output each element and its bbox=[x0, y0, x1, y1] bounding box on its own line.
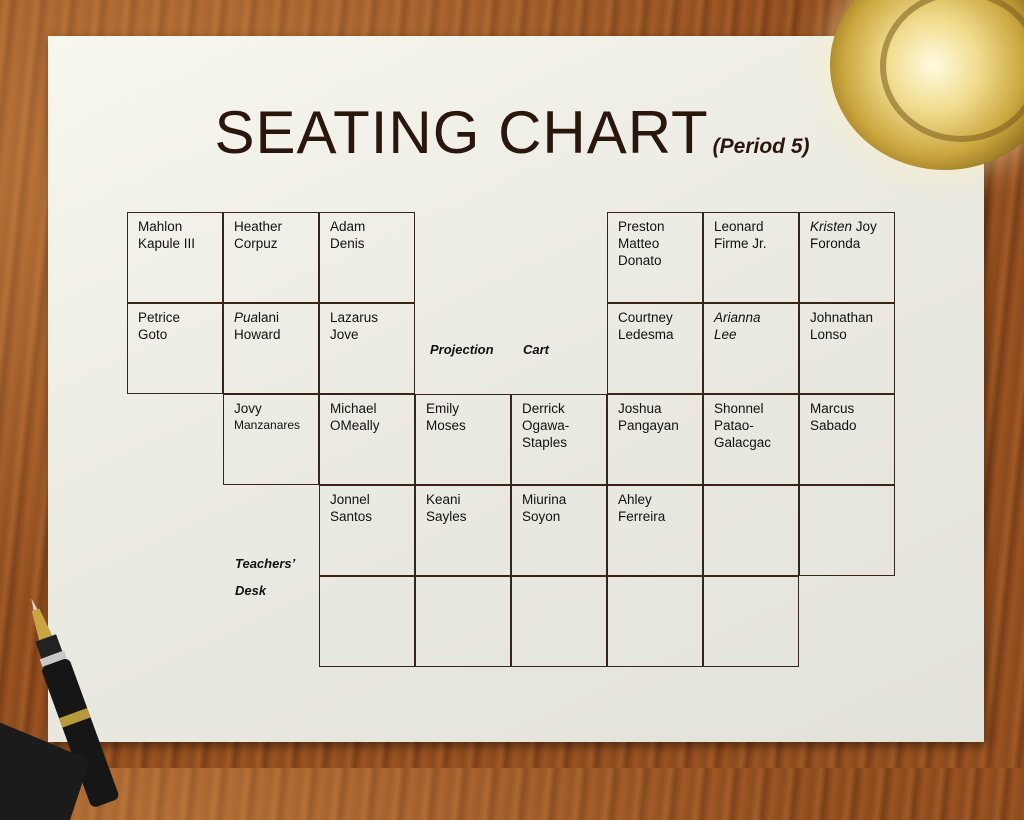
seat-cell bbox=[799, 303, 895, 394]
seat-cell bbox=[223, 303, 319, 394]
seat-name-line: Sayles bbox=[426, 509, 467, 524]
teachers-label: Teachers’ bbox=[235, 556, 296, 571]
seat-cell bbox=[703, 303, 799, 394]
seat-name-line: Corpuz bbox=[234, 236, 278, 251]
seat-name-line: Lonso bbox=[810, 327, 847, 342]
seat-name-line: Marcus bbox=[810, 401, 855, 416]
empty-seat-cell bbox=[799, 485, 895, 576]
seat-name-line: Patao- bbox=[714, 418, 754, 433]
seat-cell bbox=[703, 212, 799, 303]
seat-cell bbox=[799, 394, 895, 485]
seat-name-line: Howard bbox=[234, 327, 281, 342]
seat-name-line: Michael bbox=[330, 401, 377, 416]
seat-name-line: Ogawa- bbox=[522, 418, 570, 433]
seat-name-line: Leonard bbox=[714, 219, 764, 234]
seat-name-line: Keani bbox=[426, 492, 461, 507]
title-main: SEATING CHART bbox=[214, 99, 709, 166]
empty-seat-cell bbox=[703, 576, 799, 667]
seat-name-line: Adam bbox=[330, 219, 366, 234]
seat-name-line: Petrice bbox=[138, 310, 181, 325]
seat-name-line: Goto bbox=[138, 327, 168, 342]
empty-seat-cell bbox=[511, 576, 607, 667]
seat-cell bbox=[415, 394, 511, 485]
seat-name-line: Lazarus bbox=[330, 310, 379, 325]
seat-name-line: Soyon bbox=[522, 509, 561, 524]
seat-name-italic: Pua bbox=[234, 310, 259, 325]
seat-name-line: Derrick bbox=[522, 401, 565, 416]
seat-name-line: Jonnel bbox=[330, 492, 370, 507]
seat-name-line: Emily bbox=[426, 401, 459, 416]
fountain-pen-image bbox=[0, 560, 230, 820]
seat-name-line bbox=[714, 309, 798, 326]
page-title bbox=[0, 98, 1024, 167]
seat-name-line: Matteo bbox=[618, 236, 660, 251]
empty-seat-cell bbox=[703, 485, 799, 576]
seat-name-line: Heather bbox=[234, 219, 283, 234]
seat-name-line: Donato bbox=[618, 253, 662, 268]
seat-name-line: Santos bbox=[330, 509, 373, 524]
seat-cell bbox=[607, 394, 703, 485]
seat-name-line: Manzanares bbox=[234, 418, 301, 432]
seat-name-line: Staples bbox=[522, 435, 568, 450]
seat-name-line: Johnathan bbox=[810, 310, 874, 325]
seat-name-line bbox=[234, 309, 318, 326]
seat-cell bbox=[319, 485, 415, 576]
seat-cell bbox=[319, 394, 415, 485]
seat-name-line: Mahlon bbox=[138, 219, 183, 234]
seat-name-line: Moses bbox=[426, 418, 466, 433]
seat-name-line: Sabado bbox=[810, 418, 857, 433]
seat-name-italic: Arianna bbox=[714, 310, 761, 325]
title-period: (Period 5) bbox=[712, 135, 810, 158]
seat-name-italic: Kristen bbox=[810, 219, 853, 234]
seat-cell bbox=[127, 303, 223, 394]
seat-cell bbox=[415, 485, 511, 576]
seat-cell bbox=[511, 394, 607, 485]
seat-name-line: Shonnel bbox=[714, 401, 764, 416]
seat-cell bbox=[607, 212, 703, 303]
seat-name-line: Ledesma bbox=[618, 327, 674, 342]
seat-name-line: Jovy bbox=[234, 401, 262, 416]
seat-name-line: OMeally bbox=[330, 418, 380, 433]
seat-name-line bbox=[714, 326, 798, 343]
seat-name-italic: Lee bbox=[714, 327, 737, 342]
seat-name-line bbox=[810, 218, 894, 235]
seat-name-line: Courtney bbox=[618, 310, 673, 325]
empty-seat-cell bbox=[319, 576, 415, 667]
seat-name-line: Ahley bbox=[618, 492, 652, 507]
seat-cell bbox=[127, 212, 223, 303]
projection-label: Projection bbox=[430, 342, 494, 357]
empty-seat-cell bbox=[415, 576, 511, 667]
seat-name-line: Miurina bbox=[522, 492, 567, 507]
seat-cell bbox=[607, 485, 703, 576]
seat-cell bbox=[799, 212, 895, 303]
seat-cell bbox=[223, 212, 319, 303]
seat-cell bbox=[223, 394, 319, 485]
seat-name-line: Pangayan bbox=[618, 418, 679, 433]
seat-name-rest: Joy bbox=[852, 219, 877, 234]
seat-name-line: Kapule III bbox=[138, 236, 196, 251]
seat-cell bbox=[319, 303, 415, 394]
seat-cell bbox=[703, 394, 799, 485]
seat-cell bbox=[607, 303, 703, 394]
seat-name-line: Joshua bbox=[618, 401, 662, 416]
empty-seat-cell bbox=[607, 576, 703, 667]
seat-name-line: Firme Jr. bbox=[714, 236, 767, 251]
seat-name-line: Ferreira bbox=[618, 509, 666, 524]
seat-cell bbox=[511, 485, 607, 576]
seat-name-line: Denis bbox=[330, 236, 365, 251]
seat-cell bbox=[319, 212, 415, 303]
seat-name-line: Foronda bbox=[810, 236, 861, 251]
cart-label: Cart bbox=[523, 342, 550, 357]
seat-name-line: Galacgac bbox=[714, 435, 772, 450]
desk-label: Desk bbox=[235, 583, 267, 598]
seat-name-rest: lani bbox=[258, 310, 280, 325]
seat-name-line: Jove bbox=[330, 327, 359, 342]
seat-name-line: Preston bbox=[618, 219, 665, 234]
